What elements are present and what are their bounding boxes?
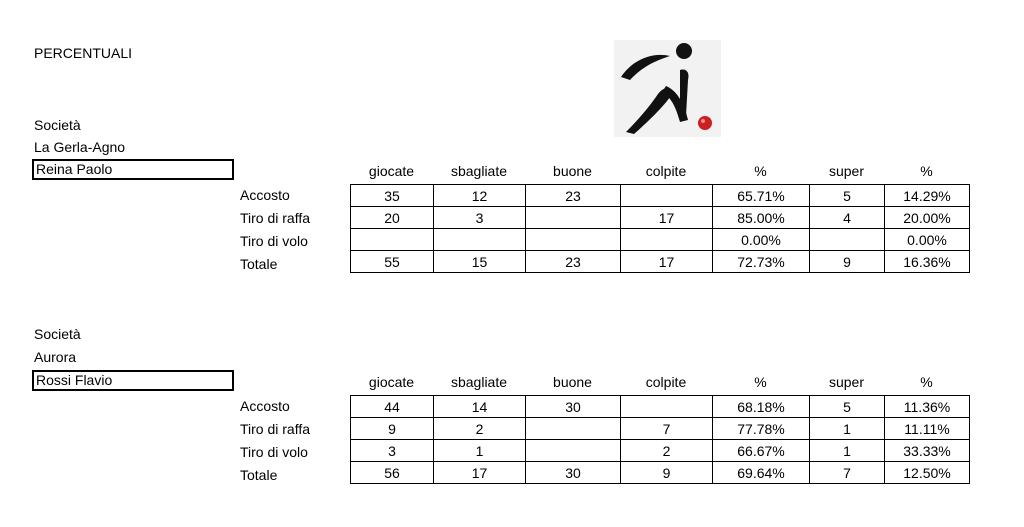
cell: 4 [810,207,885,229]
table-row [351,251,970,273]
cell [351,229,434,251]
cell: 30 [526,462,621,484]
col-header-super-2: super [828,374,865,390]
cell: 17 [621,251,713,273]
cell: 44 [351,396,434,418]
cell [526,229,621,251]
cell [434,229,526,251]
cell: 65.71% [713,185,810,207]
row-label-accosto-2: Accosto [240,398,290,414]
cell [526,418,621,440]
cell: 5 [810,185,885,207]
col-header-sbagliate-2: sbagliate [450,374,508,390]
col-header-pct-1: % [754,163,767,179]
col-header-pct-2: % [754,374,767,390]
cell: 9 [810,251,885,273]
cell: 7 [621,418,713,440]
cell: 3 [351,440,434,462]
cell: 17 [621,207,713,229]
cell: 85.00% [713,207,810,229]
cell: 0.00% [713,229,810,251]
table-row [351,418,970,440]
row-label-volo-2: Tiro di volo [240,444,308,460]
cell [621,185,713,207]
cell: 9 [351,418,434,440]
cell: 72.73% [713,251,810,273]
cell: 23 [526,251,621,273]
cell [621,396,713,418]
club-name-1: La Gerla-Agno [34,139,126,155]
societa-label-2: Società [34,326,81,342]
cell: 2 [434,418,526,440]
cell: 30 [526,396,621,418]
table-row [351,207,970,229]
cell: 33.33% [885,440,970,462]
cell: 20 [351,207,434,229]
cell: 12 [434,185,526,207]
cell: 7 [810,462,885,484]
row-label-volo-1: Tiro di volo [240,233,308,249]
table-row [351,462,970,484]
cell: 56 [351,462,434,484]
cell: 14.29% [885,185,970,207]
cell: 20.00% [885,207,970,229]
col-header-buone-2: buone [553,374,592,390]
table-row [351,185,970,207]
cell [621,229,713,251]
player-name-1[interactable]: Reina Paolo [32,159,234,180]
cell: 35 [351,185,434,207]
col-header-buone-1: buone [553,163,592,179]
cell: 15 [434,251,526,273]
cell: 68.18% [713,396,810,418]
col-header-super-1: super [828,163,865,179]
cell: 1 [810,440,885,462]
col-header-pct-super-2: % [920,374,933,390]
col-header-giocate-2: giocate [368,374,415,390]
cell: 12.50% [885,462,970,484]
row-label-raffa-2: Tiro di raffa [240,421,311,437]
col-header-colpite-1: colpite [645,163,687,179]
cell: 0.00% [885,229,970,251]
cell: 2 [621,440,713,462]
cell: 1 [810,418,885,440]
col-header-pct-super-1: % [920,163,933,179]
cell: 3 [434,207,526,229]
table-row [351,229,970,251]
table-row [351,440,970,462]
cell: 69.64% [713,462,810,484]
stats-table-2 [350,395,970,484]
cell: 17 [434,462,526,484]
col-header-sbagliate-1: sbagliate [450,163,508,179]
cell [526,440,621,462]
cell: 66.67% [713,440,810,462]
cell: 55 [351,251,434,273]
row-label-totale-1: Totale [240,256,278,272]
cell: 14 [434,396,526,418]
player-name-2[interactable]: Rossi Flavio [32,370,234,391]
club-name-2: Aurora [34,349,77,365]
col-header-colpite-2: colpite [645,374,687,390]
cell: 11.36% [885,396,970,418]
row-label-raffa-1: Tiro di raffa [240,210,311,226]
bocce-player-logo-icon [614,40,721,137]
row-label-accosto-1: Accosto [240,187,290,203]
cell [810,229,885,251]
cell: 5 [810,396,885,418]
cell [526,207,621,229]
cell: 23 [526,185,621,207]
cell: 1 [434,440,526,462]
stats-table-1 [350,184,970,273]
col-header-giocate-1: giocate [368,163,415,179]
page-title: PERCENTUALI [34,45,133,61]
cell: 9 [621,462,713,484]
societa-label-1: Società [34,117,81,133]
cell: 77.78% [713,418,810,440]
row-label-totale-2: Totale [240,467,278,483]
table-row [351,396,970,418]
cell: 16.36% [885,251,970,273]
cell: 11.11% [885,418,970,440]
